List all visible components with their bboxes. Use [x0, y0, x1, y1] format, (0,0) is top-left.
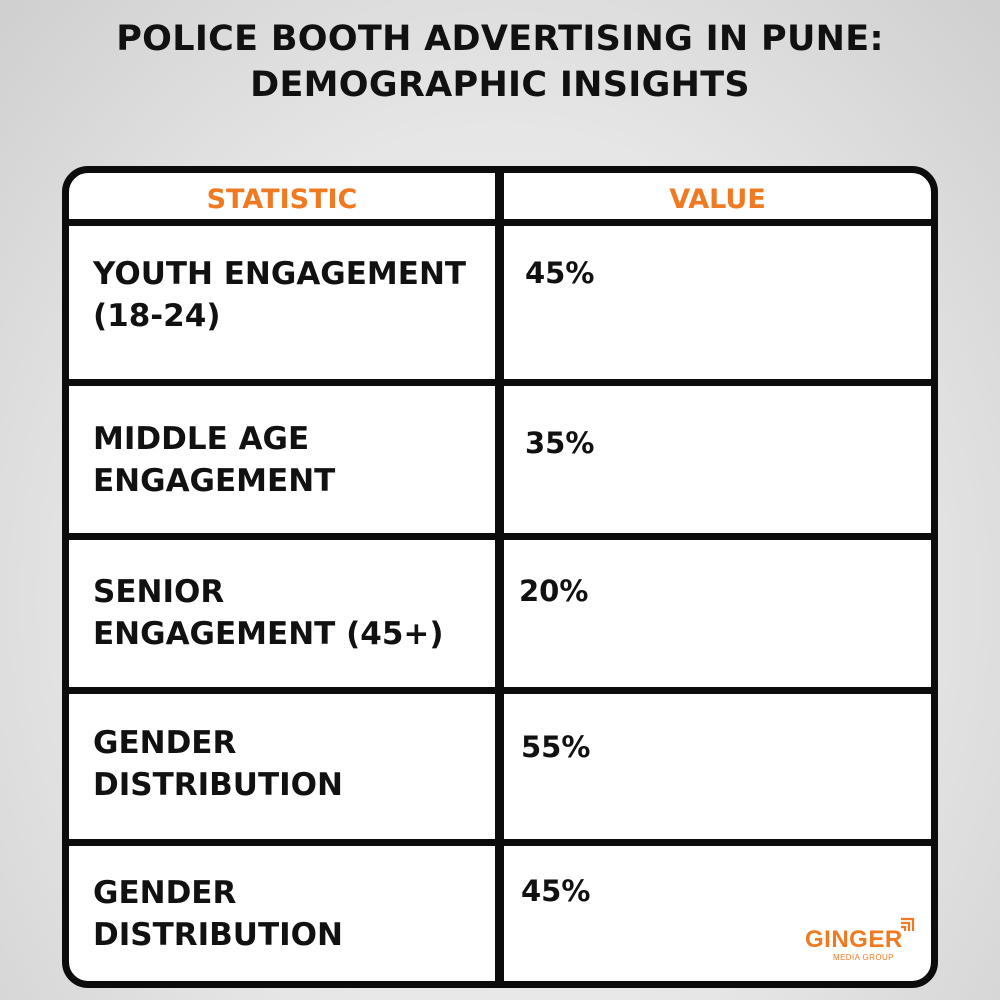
table-row-value: 55% [521, 730, 591, 764]
table-row-value: 45% [521, 874, 591, 908]
table-row-statistic [93, 722, 491, 806]
statistic-line: ENGAGEMENT [93, 463, 336, 499]
table-row-value: 20% [519, 574, 589, 608]
row-divider [69, 533, 931, 540]
table-row-statistic [93, 571, 491, 655]
statistic-line: (18-24) [93, 298, 221, 334]
ginger-media-group-logo [805, 923, 915, 969]
table-row-statistic [93, 418, 491, 502]
statistic-line: YOUTH ENGAGEMENT [93, 256, 467, 292]
statistic-line: GENDER [93, 725, 237, 761]
row-divider [69, 379, 931, 386]
table-row-value: 45% [525, 256, 595, 290]
statistic-line: GENDER [93, 875, 237, 911]
page-title-line1: POLICE BOOTH ADVERTISING IN PUNE: [116, 19, 884, 59]
statistic-line: DISTRIBUTION [93, 917, 343, 953]
page-title [0, 16, 1000, 108]
header-value: VALUE [669, 184, 766, 215]
logo-name: GINGER [805, 926, 903, 953]
demographic-table [62, 166, 938, 988]
table-row-statistic [93, 253, 491, 337]
page-title-line2: DEMOGRAPHIC INSIGHTS [250, 65, 750, 105]
statistic-line: DISTRIBUTION [93, 767, 343, 803]
header-statistic: STATISTIC [206, 184, 358, 215]
statistic-line: MIDDLE AGE [93, 421, 310, 457]
table-row-statistic [93, 872, 491, 956]
row-divider [69, 687, 931, 694]
statistic-line: SENIOR [93, 574, 225, 610]
logo-subtitle: MEDIA GROUP [833, 953, 894, 962]
row-divider [69, 839, 931, 846]
table-row-value: 35% [525, 426, 595, 460]
column-divider [495, 173, 504, 981]
statistic-line: ENGAGEMENT (45+) [93, 616, 444, 652]
